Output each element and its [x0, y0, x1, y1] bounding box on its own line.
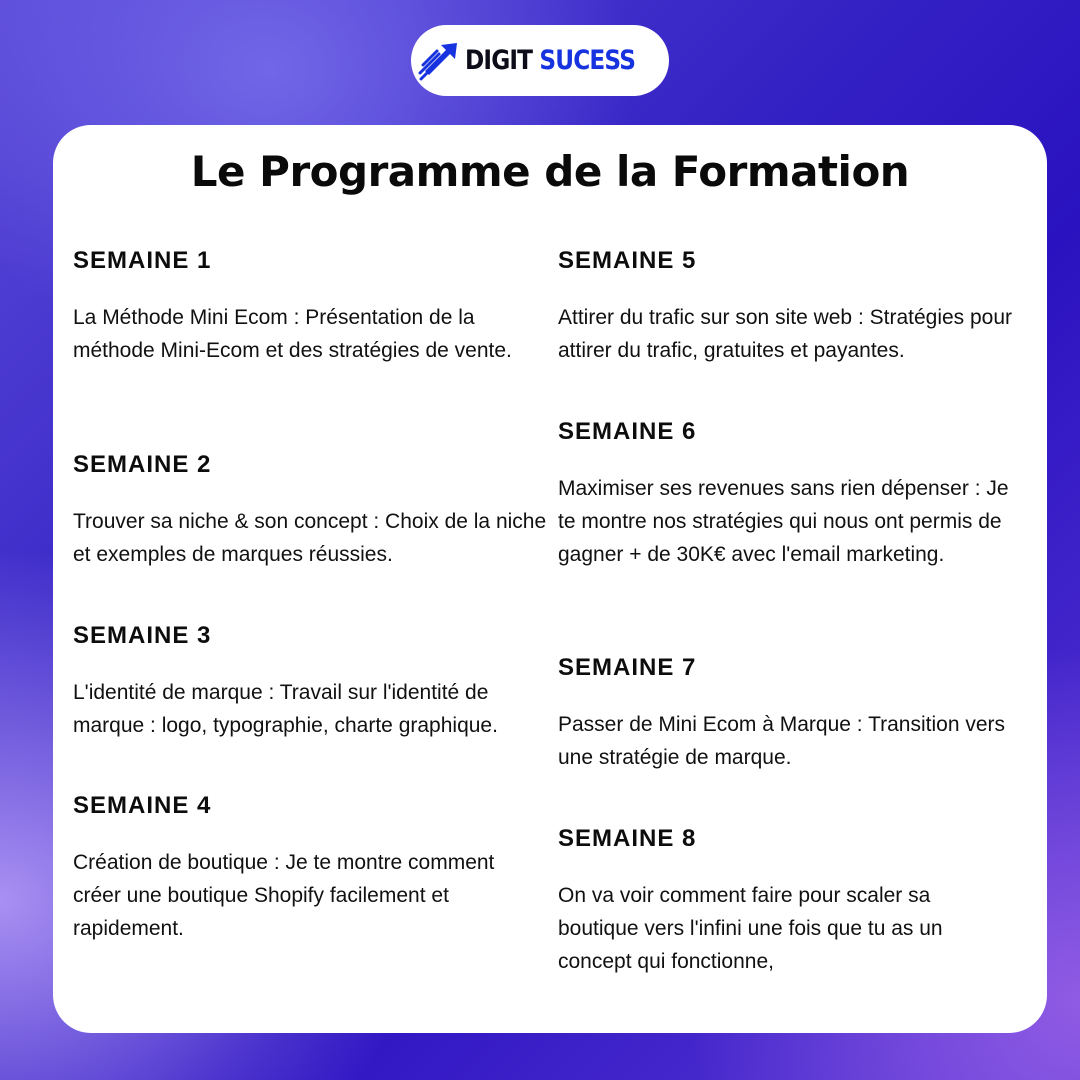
week-7: [558, 654, 1008, 774]
week-description: La Méthode Mini Ecom : Présentation de la méthode Mini-Ecom et des stratégies de vente.: [73, 306, 512, 362]
week-4: [73, 792, 548, 945]
page-title: Le Programme de la Formation: [190, 147, 910, 196]
week-description: Trouver sa niche & son concept : Choix de la niche et exemples de marques réussies.: [73, 510, 547, 566]
week-description: Maximiser ses revenues sans rien dépenser : Je te montre nos stratégies qui nous ont permis de gagner + de 30K€ avec l'email marketing.: [558, 477, 1009, 566]
rocket-arrow-icon: [417, 41, 459, 81]
brand-logo: [411, 25, 669, 96]
week-2: [73, 451, 548, 571]
week-description: Création de boutique : Je te montre comment créer une boutique Shopify facilement et rapidement.: [73, 851, 495, 940]
brand-name: [465, 45, 635, 76]
week-description: L'identité de marque : Travail sur l'identité de marque : logo, typographie, charte graphique.: [73, 681, 498, 737]
week-description: Passer de Mini Ecom à Marque : Transition vers une stratégie de marque.: [558, 713, 1006, 769]
week-1: [73, 247, 548, 367]
program-card: [53, 125, 1047, 1033]
week-title: SEMAINE 2: [73, 451, 212, 478]
brand-name-part2: SUCESS: [539, 45, 636, 76]
week-8: [558, 825, 1008, 978]
week-title: SEMAINE 8: [558, 825, 697, 852]
week-title: SEMAINE 7: [558, 654, 697, 681]
week-3: [73, 622, 548, 742]
brand-name-part1: DIGIT: [465, 45, 533, 76]
week-description: Attirer du trafic sur son site web : Stratégies pour attirer du trafic, gratuites et payantes.: [558, 306, 1013, 362]
week-title: SEMAINE 4: [73, 792, 212, 819]
week-5: [558, 247, 1028, 367]
week-title: SEMAINE 6: [558, 418, 697, 445]
week-description: On va voir comment faire pour scaler sa boutique vers l'infini une fois que tu as un concept qui fonctionne,: [558, 884, 943, 973]
week-title: SEMAINE 3: [73, 622, 212, 649]
week-title: SEMAINE 1: [73, 247, 212, 274]
week-title: SEMAINE 5: [558, 247, 697, 274]
week-6: [558, 418, 1028, 571]
